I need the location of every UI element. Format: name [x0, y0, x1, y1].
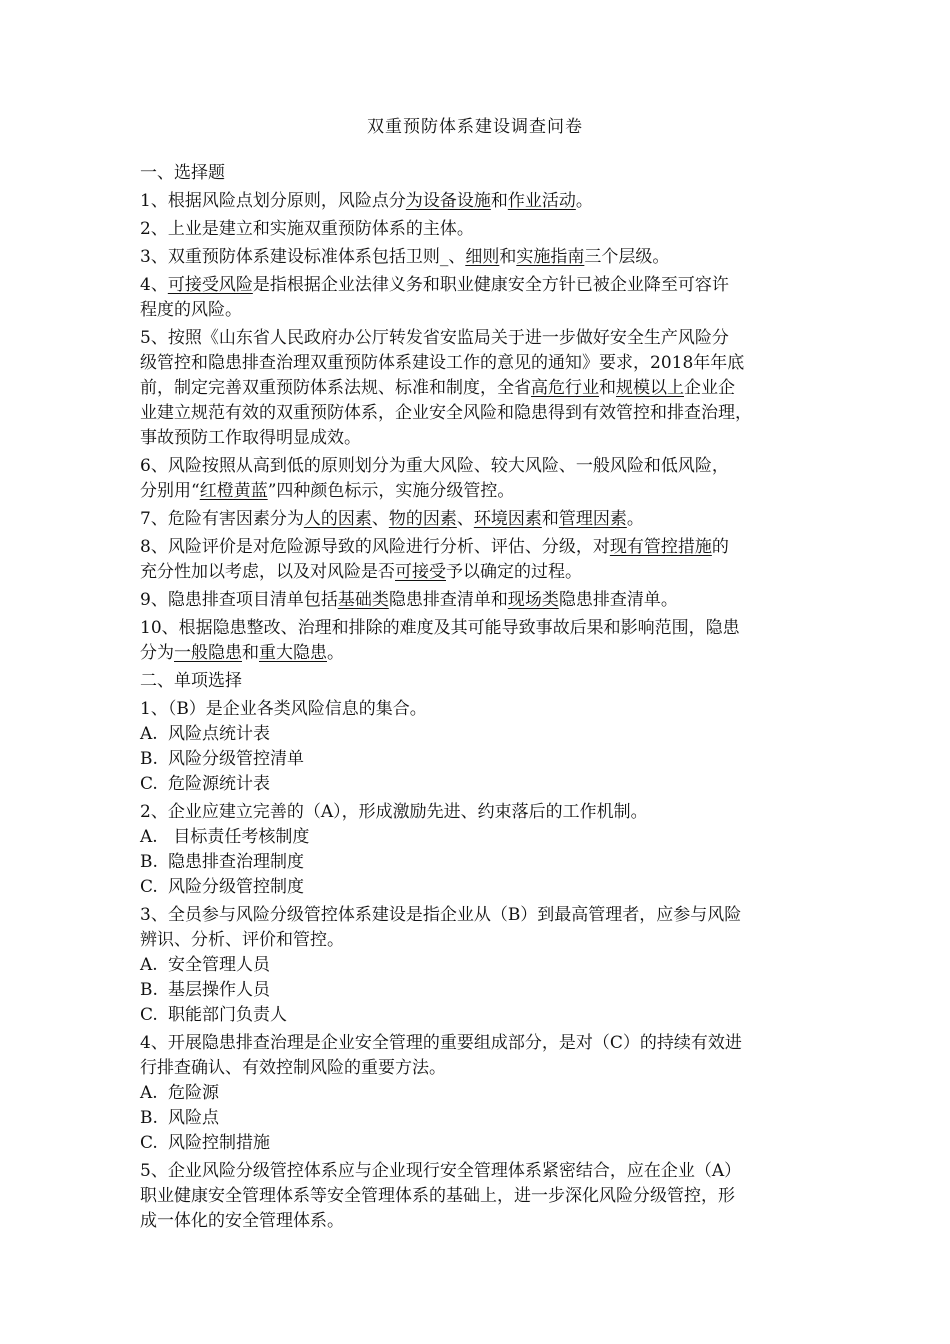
underlined-answer: 细则 — [465, 247, 500, 267]
text-segment: 是指根据企业法律义务和职业健康安全方针已被企业降至可容许 — [252, 275, 729, 295]
text-segment: 风险点统计表 — [168, 724, 270, 744]
answer-option — [140, 1131, 840, 1156]
question-continuation — [140, 928, 840, 953]
text-segment: 职能部门负责人 — [168, 1005, 287, 1025]
underlined-answer: 实施指南 — [516, 247, 585, 267]
text-segment: 业建立规范有效的双重预防体系，企业安全风险和隐患得到有效管控和排查治理， — [140, 403, 752, 423]
text-segment: 10、根据隐患整改、治理和排除的难度及其可能导致事故后果和影响范围，隐患 — [140, 618, 740, 638]
answer-option — [140, 722, 840, 747]
question-continuation — [140, 298, 840, 323]
question-continuation — [140, 1209, 840, 1234]
answer-option — [140, 747, 840, 772]
text-segment: 分别用“ — [140, 481, 200, 501]
question-continuation — [140, 426, 840, 451]
question-line — [140, 507, 840, 532]
question-continuation — [140, 479, 840, 504]
text-segment: 7、危险有害因素分为 — [140, 509, 304, 529]
question-line — [140, 535, 840, 560]
underlined-answer: 物的因素 — [388, 509, 457, 529]
question-line — [140, 1159, 840, 1184]
text-segment: 6、风险按照从高到低的原则划分为重大风险、较大风险、一般风险和低风险， — [140, 456, 729, 476]
question-line — [140, 588, 840, 613]
option-letter: B. — [140, 749, 158, 769]
question-line — [140, 217, 840, 242]
text-segment: 分为 — [140, 643, 174, 663]
underlined-answer: 环境因素 — [473, 509, 542, 529]
text-segment: 危险源统计表 — [168, 774, 270, 794]
text-segment: 隐患排查治理制度 — [168, 852, 304, 872]
text-segment: 9、隐患排查项目清单包括 — [140, 590, 338, 610]
text-segment: 辨识、分析、评价和管控。 — [140, 930, 344, 950]
underlined-answer: 重大隐患 — [259, 643, 327, 663]
text-segment: 4、 — [140, 275, 168, 295]
underlined-answer: 管理因素 — [558, 509, 627, 529]
text-segment: 事故预防工作取得明显成效。 — [140, 428, 361, 448]
answer-option — [140, 875, 840, 900]
answer-option — [140, 772, 840, 797]
option-letter: C. — [140, 774, 158, 794]
question-continuation — [140, 1056, 840, 1081]
question-line — [140, 273, 840, 298]
underlined-answer: 红橙黄蓝 — [199, 481, 268, 501]
option-letter: A. — [140, 827, 158, 847]
text-segment: 2、上业是建立和实施双重预防体系的主体。 — [140, 219, 474, 239]
text-segment: 和 — [499, 247, 517, 267]
underlined-answer: 人的因素 — [303, 509, 372, 529]
text-segment: 风险点 — [168, 1108, 219, 1128]
text-segment: 3、双重预防体系建设标准体系包括卫则_、 — [140, 247, 466, 267]
question-line — [140, 903, 840, 928]
option-letter: C. — [140, 877, 158, 897]
underlined-answer: 规模以上 — [616, 378, 684, 398]
question-continuation — [140, 376, 840, 401]
text-segment: 危险源 — [168, 1083, 219, 1103]
underlined-answer: 可接受 — [395, 562, 446, 582]
text-segment: 和 — [541, 509, 559, 529]
option-letter: A. — [140, 955, 158, 975]
text-segment: 风险控制措施 — [168, 1133, 270, 1153]
underlined-answer: 高危行业 — [531, 378, 599, 398]
text-segment: 5、按照《山东省人民政府办公厅转发省安监局关于进一步做好安全生产风险分 — [140, 328, 729, 348]
text-segment: 隐患排查清单和 — [388, 590, 508, 610]
document-body — [140, 158, 840, 1234]
text-segment: 8、风险评价是对危险源导致的风险进行分析、评估、分级，对 — [140, 537, 610, 557]
underlined-answer: 一般隐患 — [174, 643, 242, 663]
text-segment: 成一体化的安全管理体系。 — [140, 1211, 344, 1231]
text-segment: 风险分级管控清单 — [168, 749, 304, 769]
answer-option — [140, 1106, 840, 1131]
text-segment: 二、单项选择 — [140, 671, 242, 691]
question-line — [140, 245, 840, 270]
question-line — [140, 697, 840, 722]
text-segment: 2、企业应建立完善的（A），形成激励先进、约束落后的工作机制。 — [140, 802, 648, 822]
question-continuation — [140, 351, 840, 376]
answer-option — [140, 1003, 840, 1028]
section-heading — [140, 161, 840, 186]
option-letter: B. — [140, 852, 158, 872]
question-line — [140, 1031, 840, 1056]
underlined-answer: 作业活动 — [507, 191, 576, 211]
text-segment: 予以确定的过程。 — [446, 562, 582, 582]
underlined-answer: 可接受风险 — [167, 275, 253, 295]
text-segment: 、 — [456, 509, 474, 529]
text-segment: 。 — [626, 509, 644, 529]
text-segment: 职业健康安全管理体系等安全管理体系的基础上，进一步深化风险分级管控，形 — [140, 1186, 735, 1206]
text-segment: 和 — [599, 378, 616, 398]
section-heading — [140, 669, 840, 694]
text-segment: 风险分级管控制度 — [168, 877, 304, 897]
text-segment: 的 — [711, 537, 729, 557]
option-letter: C. — [140, 1133, 158, 1153]
text-segment: 前，制定完善双重预防体系法规、标准和制度，全省 — [140, 378, 531, 398]
option-letter: B. — [140, 980, 158, 1000]
question-line — [140, 800, 840, 825]
text-segment: 充分性加以考虑，以及对风险是否 — [140, 562, 395, 582]
underlined-answer: 现场类 — [507, 590, 559, 610]
question-continuation — [140, 1184, 840, 1209]
text-segment: 目标责任考核制度 — [168, 827, 310, 847]
text-segment: 和 — [242, 643, 259, 663]
text-segment: 企业企 — [684, 378, 735, 398]
underlined-answer: 基础类 — [337, 590, 389, 610]
underlined-answer: 现有管控措施 — [609, 537, 712, 557]
text-segment: 和 — [490, 191, 508, 211]
text-segment: 4、开展隐患排查治理是企业安全管理的重要组成部分，是对（C）的持续有效进 — [140, 1033, 742, 1053]
text-segment: 安全管理人员 — [168, 955, 270, 975]
answer-option — [140, 850, 840, 875]
text-segment: ”四种颜色标示，实施分级管控。 — [267, 481, 515, 501]
text-segment: 基层操作人员 — [168, 980, 270, 1000]
question-line — [140, 454, 840, 479]
answer-option — [140, 825, 840, 850]
answer-option — [140, 953, 840, 978]
text-segment: 1、（B）是企业各类风险信息的集合。 — [140, 699, 427, 719]
option-letter: A. — [140, 724, 158, 744]
question-line — [140, 189, 840, 214]
text-segment: 。 — [575, 191, 593, 211]
text-segment: 一、选择题 — [140, 163, 225, 183]
text-segment: 1、根据风险点划分原则，风险点分 — [140, 191, 406, 211]
text-segment: 三个层级。 — [584, 247, 670, 267]
option-letter: B. — [140, 1108, 158, 1128]
document-title: 双重预防体系建设调查问卷 — [367, 117, 583, 137]
question-line — [140, 326, 840, 351]
text-segment: 。 — [327, 643, 344, 663]
text-segment: 3、全员参与风险分级管控体系建设是指企业从（B）到最高管理者，应参与风险 — [140, 905, 742, 925]
text-segment: 、 — [371, 509, 389, 529]
text-segment: 隐患排查清单。 — [558, 590, 678, 610]
option-letter: C. — [140, 1005, 158, 1025]
answer-option — [140, 978, 840, 1003]
answer-option — [140, 1081, 840, 1106]
question-continuation — [140, 641, 840, 666]
underlined-answer: 为设备设施 — [405, 191, 491, 211]
text-segment: 行排查确认、有效控制风险的重要方法。 — [140, 1058, 446, 1078]
option-letter: A. — [140, 1083, 158, 1103]
text-segment: 5、企业风险分级管控体系应与企业现行安全管理体系紧密结合，应在企业（A） — [140, 1161, 742, 1181]
question-continuation — [140, 560, 840, 585]
question-continuation — [140, 401, 840, 426]
text-segment: 级管控和隐患排查治理双重预防体系建设工作的意见的通知》要求，2018年年底 — [140, 353, 745, 373]
text-segment: 程度的风险。 — [140, 300, 242, 320]
question-line — [140, 616, 840, 641]
